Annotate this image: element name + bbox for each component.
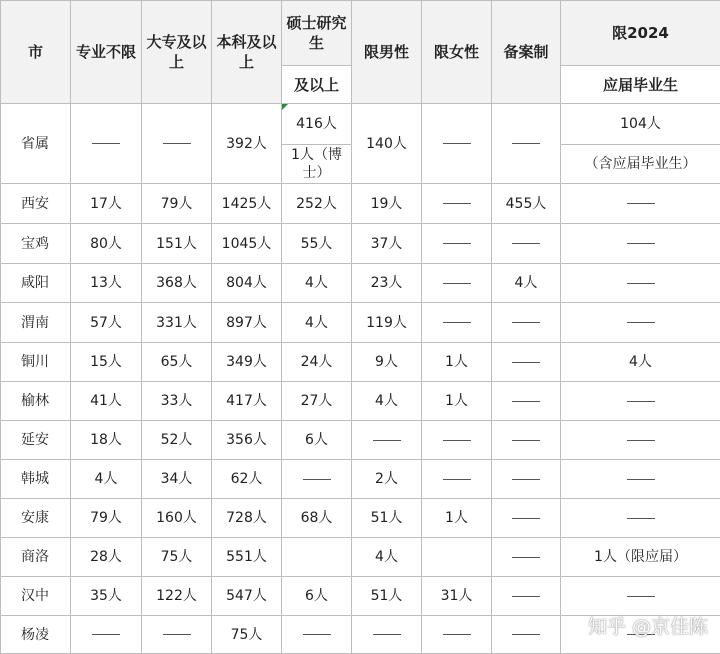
dash-mark (512, 557, 540, 558)
province-male-only: 140人 (352, 104, 422, 184)
header-bachelor-above: 本科及以上 (212, 1, 282, 104)
cell-master: 27人 (282, 382, 352, 421)
cell-major-unlimited (71, 616, 142, 654)
cell-college-above: 160人 (142, 499, 212, 538)
dash-mark (163, 143, 191, 144)
dash-mark (512, 518, 540, 519)
cell-bachelor-above: 547人 (212, 577, 282, 616)
table-row (1, 460, 720, 499)
header-male-only: 限男性 (352, 1, 422, 104)
header-female-only: 限女性 (422, 1, 492, 104)
dash-mark (512, 401, 540, 402)
cell-college-above: 52人 (142, 421, 212, 460)
cell-major-unlimited: 17人 (71, 184, 142, 224)
cell-male-only: 9人 (352, 343, 422, 382)
dash-mark (443, 479, 471, 480)
cell-grad: 4人 (561, 343, 720, 382)
table-row (1, 343, 720, 382)
cell-bachelor-above: 804人 (212, 264, 282, 303)
dash-mark (303, 479, 331, 480)
dash-mark (627, 440, 655, 441)
dash-mark (512, 243, 540, 244)
dash-mark (512, 596, 540, 597)
cell-major-unlimited: 28人 (71, 538, 142, 577)
province-major-unlimited (71, 104, 142, 184)
dash-mark (373, 440, 401, 441)
header-master-top: 硕士研究生 (282, 1, 352, 66)
cell-filing (492, 577, 561, 616)
dash-mark (512, 634, 540, 635)
cell-filing (492, 616, 561, 654)
cell-female-only: 31人 (422, 577, 492, 616)
cell-grad: 1人（限应届） (561, 538, 720, 577)
cell-college-above: 368人 (142, 264, 212, 303)
cell-grad (561, 224, 720, 264)
dash-mark (627, 518, 655, 519)
cell-female-only: 1人 (422, 343, 492, 382)
dash-mark (163, 634, 191, 635)
cell-female-only (422, 421, 492, 460)
cell-major-unlimited: 79人 (71, 499, 142, 538)
dash-mark (627, 203, 655, 204)
cell-major-unlimited: 35人 (71, 577, 142, 616)
header-filing: 备案制 (492, 1, 561, 104)
cell-female-only: 1人 (422, 499, 492, 538)
cell-college-above (142, 616, 212, 654)
dash-mark (373, 634, 401, 635)
dash-mark (627, 401, 655, 402)
cell-major-unlimited: 15人 (71, 343, 142, 382)
cell-male-only: 51人 (352, 499, 422, 538)
cell-male-only: 51人 (352, 577, 422, 616)
cell-female-only (422, 616, 492, 654)
cell-major-unlimited: 13人 (71, 264, 142, 303)
dash-mark (627, 479, 655, 480)
cell-master: 4人 (282, 303, 352, 343)
cell-city: 汉中 (1, 577, 71, 616)
cell-city: 榆林 (1, 382, 71, 421)
cell-bachelor-above: 356人 (212, 421, 282, 460)
table-row (1, 303, 720, 343)
cell-female-only (422, 184, 492, 224)
cell-major-unlimited: 18人 (71, 421, 142, 460)
dash-mark (512, 322, 540, 323)
cell-filing (492, 382, 561, 421)
cell-grad (561, 577, 720, 616)
cell-major-unlimited: 80人 (71, 224, 142, 264)
dash-mark (627, 283, 655, 284)
dash-mark (512, 440, 540, 441)
cell-city: 西安 (1, 184, 71, 224)
cell-master (282, 460, 352, 499)
cell-college-above: 34人 (142, 460, 212, 499)
cell-bachelor-above: 1425人 (212, 184, 282, 224)
cell-grad (561, 499, 720, 538)
province-master-a (282, 104, 352, 145)
cell-major-unlimited: 41人 (71, 382, 142, 421)
table-row (1, 224, 720, 264)
province-master-b: 1人（博士） (282, 145, 352, 184)
cell-college-above: 122人 (142, 577, 212, 616)
dash-mark (443, 283, 471, 284)
dash-mark (627, 322, 655, 323)
cell-college-above: 33人 (142, 382, 212, 421)
cell-city: 铜川 (1, 343, 71, 382)
cell-grad (561, 421, 720, 460)
province-grad-a: 104人 (561, 104, 720, 145)
province-city: 省属 (1, 104, 71, 184)
cell-filing (492, 460, 561, 499)
cell-city: 延安 (1, 421, 71, 460)
cell-master: 55人 (282, 224, 352, 264)
table-row (1, 184, 720, 224)
dash-mark (443, 143, 471, 144)
table-row (1, 264, 720, 303)
cell-grad (561, 382, 720, 421)
cell-grad (561, 184, 720, 224)
header-master-bottom: 及以上 (282, 66, 352, 104)
cell-city: 韩城 (1, 460, 71, 499)
cell-male-only: 119人 (352, 303, 422, 343)
dash-mark (92, 143, 120, 144)
cell-male-only (352, 421, 422, 460)
cell-master: 4人 (282, 264, 352, 303)
cell-city: 商洛 (1, 538, 71, 577)
cell-bachelor-above: 62人 (212, 460, 282, 499)
cell-city: 渭南 (1, 303, 71, 343)
province-filing (492, 104, 561, 184)
header-row (1, 1, 720, 66)
cell-male-only: 37人 (352, 224, 422, 264)
province-master-a-text: 416人 (296, 116, 337, 132)
watermark-text: 知乎 @京佳陈 (588, 612, 708, 639)
cell-filing: 455人 (492, 184, 561, 224)
cell-filing (492, 538, 561, 577)
cell-filing (492, 343, 561, 382)
cell-master: 24人 (282, 343, 352, 382)
cell-female-only: 1人 (422, 382, 492, 421)
cell-city: 杨凌 (1, 616, 71, 654)
dash-mark (443, 440, 471, 441)
cell-bachelor-above: 349人 (212, 343, 282, 382)
cell-master: 6人 (282, 421, 352, 460)
table-row (1, 499, 720, 538)
cell-city: 宝鸡 (1, 224, 71, 264)
dash-mark (443, 322, 471, 323)
province-female-only (422, 104, 492, 184)
cell-major-unlimited: 4人 (71, 460, 142, 499)
dash-mark (443, 243, 471, 244)
cell-college-above: 151人 (142, 224, 212, 264)
cell-filing (492, 303, 561, 343)
dash-mark (303, 634, 331, 635)
province-college-above (142, 104, 212, 184)
cell-college-above: 75人 (142, 538, 212, 577)
cell-filing: 4人 (492, 264, 561, 303)
cell-filing (492, 224, 561, 264)
cell-master: 252人 (282, 184, 352, 224)
cell-college-above: 79人 (142, 184, 212, 224)
cell-bachelor-above: 75人 (212, 616, 282, 654)
cell-filing (492, 421, 561, 460)
cell-grad (561, 264, 720, 303)
cell-city: 咸阳 (1, 264, 71, 303)
table-row (1, 577, 720, 616)
cell-bachelor-above: 551人 (212, 538, 282, 577)
dash-mark (512, 362, 540, 363)
header-major-unlimited: 专业不限 (71, 1, 142, 104)
cell-male-only: 23人 (352, 264, 422, 303)
cell-major-unlimited: 57人 (71, 303, 142, 343)
cell-master (282, 538, 352, 577)
dash-mark (512, 479, 540, 480)
cell-college-above: 331人 (142, 303, 212, 343)
cell-master (282, 616, 352, 654)
cell-female-only (422, 538, 492, 577)
cell-city: 安康 (1, 499, 71, 538)
cell-female-only (422, 460, 492, 499)
table-row (1, 382, 720, 421)
cell-male-only: 2人 (352, 460, 422, 499)
cell-master: 6人 (282, 577, 352, 616)
dash-mark (627, 243, 655, 244)
header-college-above: 大专及以上 (142, 1, 212, 104)
table-row (1, 538, 720, 577)
cell-female-only (422, 264, 492, 303)
header-grad-top: 限2024 (561, 1, 720, 66)
cell-male-only (352, 616, 422, 654)
province-row (1, 104, 720, 145)
dash-mark (92, 634, 120, 635)
cell-grad (561, 460, 720, 499)
cell-bachelor-above: 1045人 (212, 224, 282, 264)
dash-mark (443, 203, 471, 204)
cell-male-only: 4人 (352, 538, 422, 577)
cell-bachelor-above: 728人 (212, 499, 282, 538)
table-row (1, 421, 720, 460)
dash-mark (443, 634, 471, 635)
province-bachelor-above: 392人 (212, 104, 282, 184)
cell-male-only: 4人 (352, 382, 422, 421)
cell-bachelor-above: 897人 (212, 303, 282, 343)
province-grad-b: （含应届毕业生） (561, 145, 720, 184)
cell-master: 68人 (282, 499, 352, 538)
header-grad-bottom: 应届毕业生 (561, 66, 720, 104)
cell-college-above: 65人 (142, 343, 212, 382)
cell-female-only (422, 303, 492, 343)
dash-mark (512, 143, 540, 144)
cell-bachelor-above: 417人 (212, 382, 282, 421)
dash-mark (627, 596, 655, 597)
cell-grad (561, 303, 720, 343)
cell-filing (492, 499, 561, 538)
header-city: 市 (1, 1, 71, 104)
cell-female-only (422, 224, 492, 264)
comment-marker-icon (282, 104, 288, 110)
cell-male-only: 19人 (352, 184, 422, 224)
